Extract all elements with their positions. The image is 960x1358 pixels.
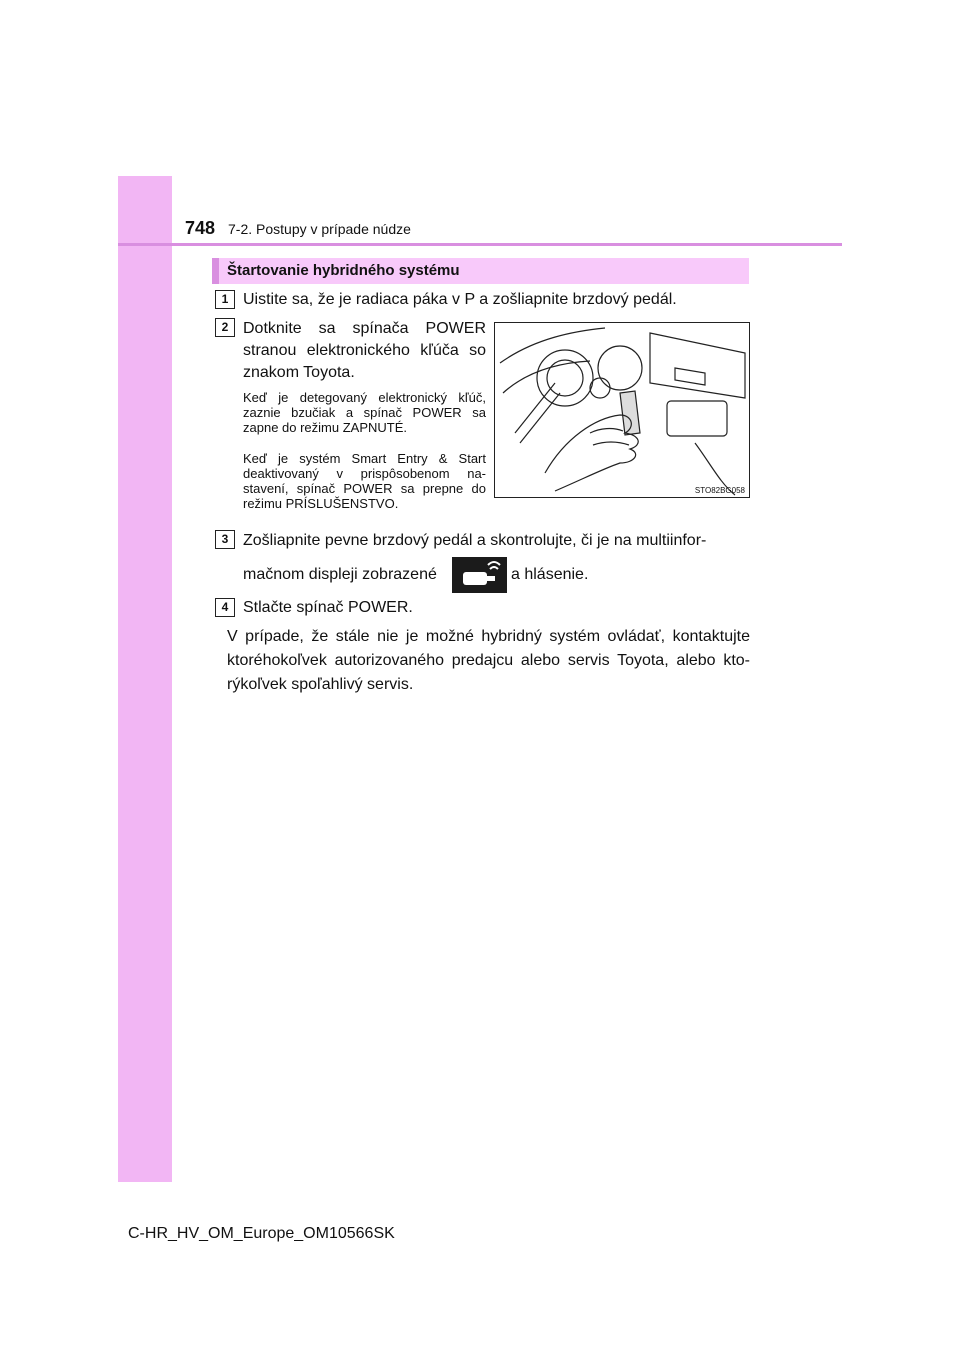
step-4-text: Stlačte spínač POWER. [243,599,413,616]
key-with-signal-icon [452,557,507,593]
chapter-title: 7-2. Postupy v prípade núdze [228,221,411,237]
document-id: C-HR_HV_OM_Europe_OM10566SK [128,1225,395,1242]
step-badge-3: 3 [215,530,235,549]
step-badge-2: 2 [215,318,235,337]
step-badge-4: 4 [215,598,235,617]
step-2-text: Dotknite sa spínača POWER stranou elektronického kľúča so znakom Toyota. [243,320,486,381]
step-3-text-line1: Zošliapnite pevne brzdový pedál a skontrolujte, či je na multiinfor- [243,532,707,549]
illustration-code: STO82BG058 [694,486,745,495]
step-2-note-2: Keď je systém Smart Entry & Start deaktivovaný v prispôsobenom na-stavení, spínač POWER sa prepne do režimu PRÍSLUŠENSTVO. [243,451,486,511]
key-touch-illustration [494,322,750,498]
step-3-text-line2: mačnom displeji zobrazené [243,566,437,583]
section-heading [212,258,749,284]
hand-holding-key-icon [495,323,749,497]
section-title: Štartovanie hybridného systému [227,262,460,279]
step-1-text: Uistite sa, že je radiaca páka v P a zošliapnite brzdový pedál. [243,291,677,308]
closing-paragraph: V prípade, že stále nie je možné hybridný systém ovládať, kontaktujte ktoréhokoľvek autorizovaného predajcu alebo servis Toyota, alebo kto-rýkoľvek spoľahlivý servis. [227,628,750,693]
step-3-text-after: a hlásenie. [511,566,589,583]
header-divider [118,243,842,246]
page-number: 748 [185,218,216,238]
step-2-note-1: Keď je detegovaný elektronický kľúč, zaznie bzučiak a spínač POWER sa zapne do režimu ZAPNUTÉ. [243,390,486,435]
side-tab-strip [118,176,172,1182]
key-signal-display-icon [452,557,507,593]
step-badge-1: 1 [215,290,235,309]
